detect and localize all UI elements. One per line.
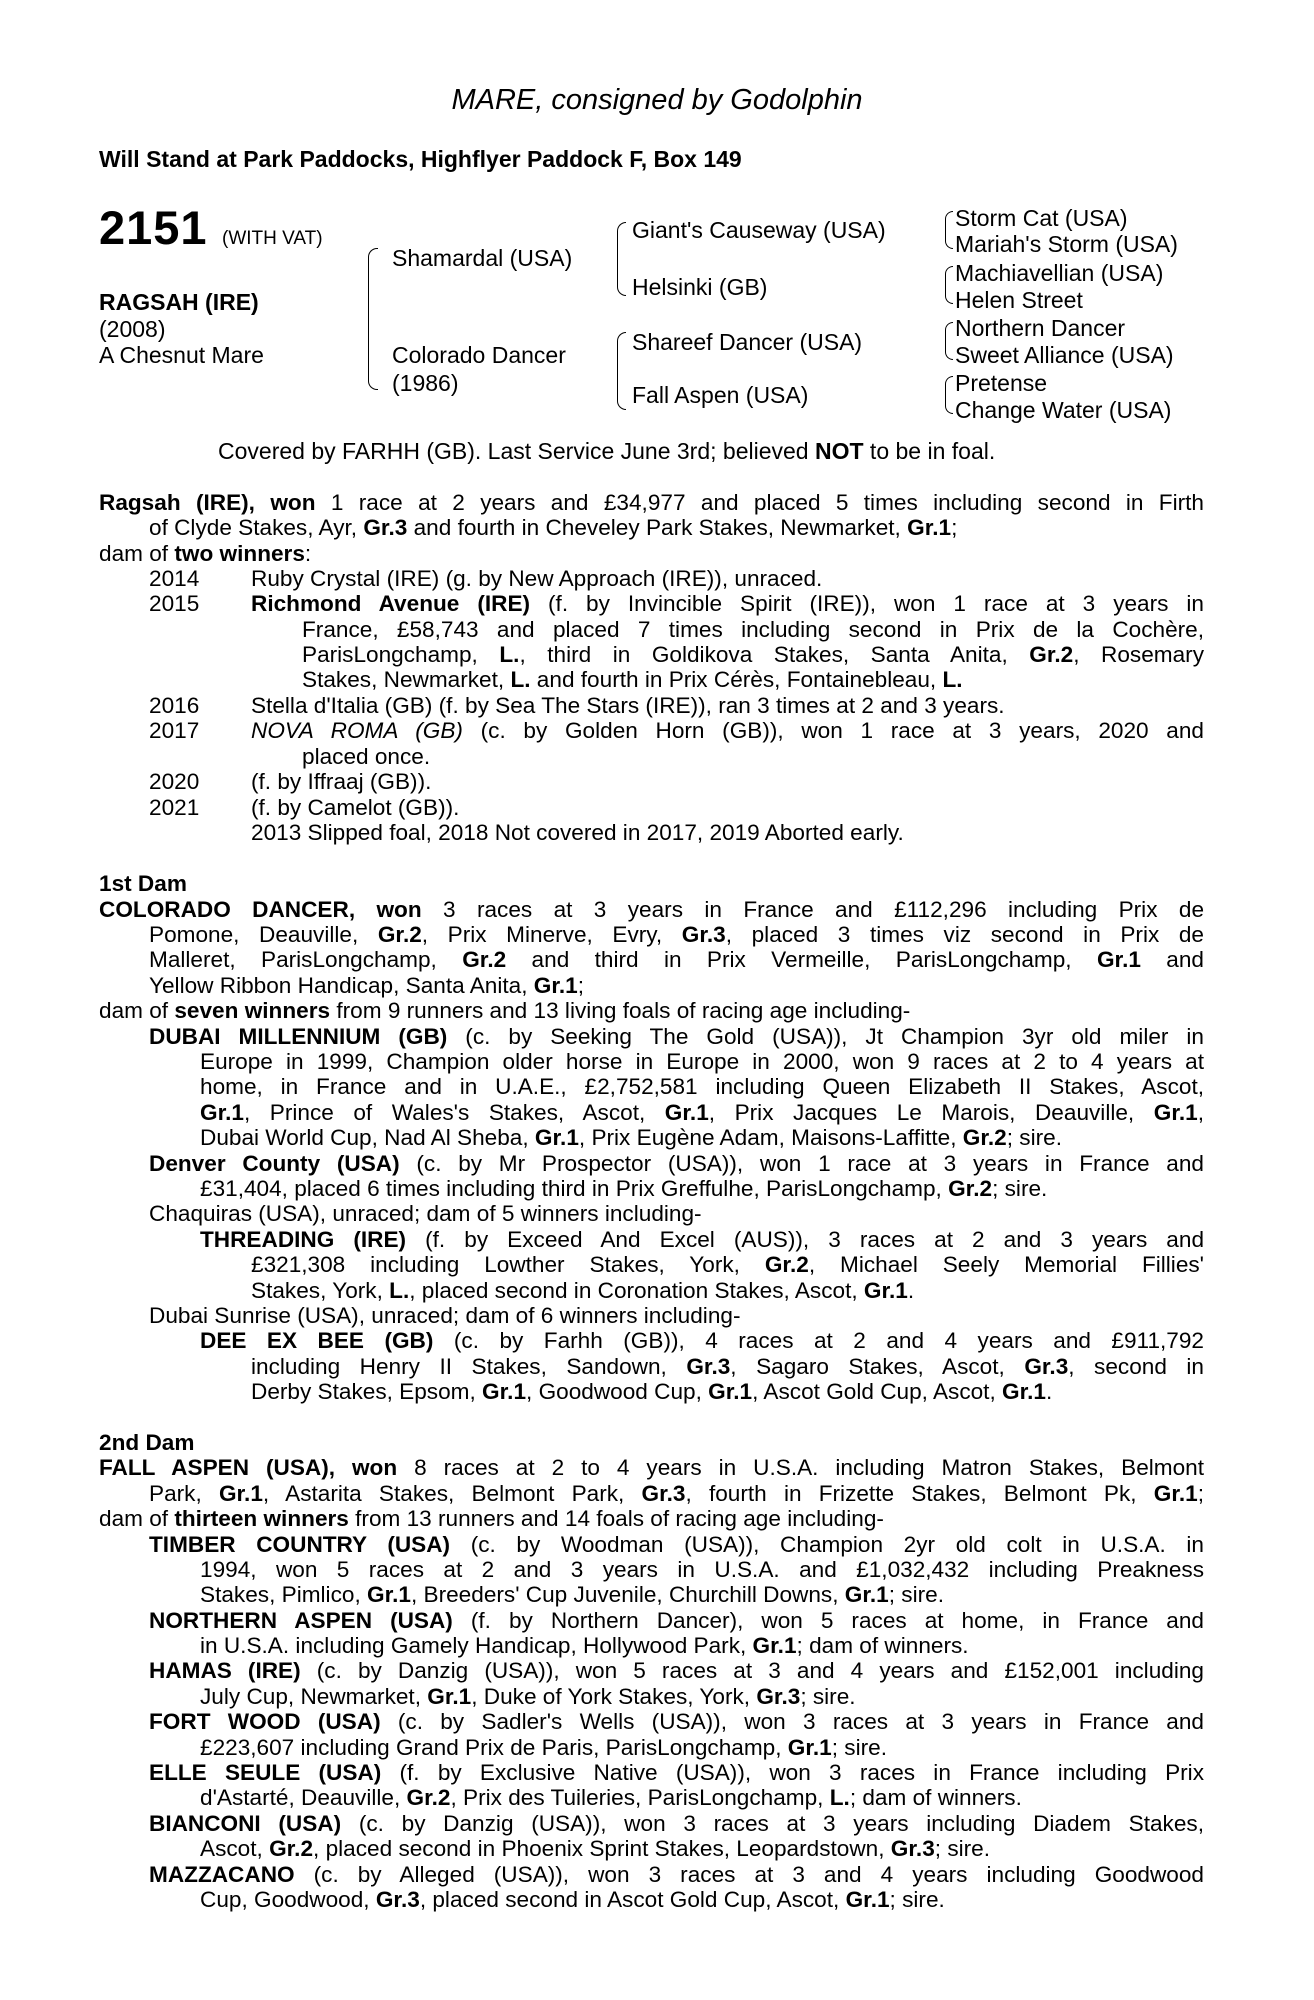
pedigree-gen3-1: Storm Cat (USA) <box>955 205 1128 231</box>
pedigree-gen3-7: Pretense <box>955 370 1048 396</box>
pedigree-gen3-2: Mariah's Storm (USA) <box>955 231 1178 257</box>
produce-entry-cont: Stakes, Newmarket, L. and fourth in Prix Cérès, Fontainebleau, L. <box>302 667 963 692</box>
dam2-progeny: HAMAS (IRE) (c. by Danzig (USA)), won 5 races at 3 and 4 years and £152,001 including <box>149 1658 1204 1683</box>
dam2-line: FALL ASPEN (USA), won 8 races at 2 to 4 years in U.S.A. including Matron Stakes, Belmont <box>99 1455 1205 1480</box>
dam1-progeny-cont: home, in France and in U.A.E., £2,752,581 including Queen Elizabeth II Stakes, Ascot, <box>200 1074 1204 1099</box>
foaling-year: (2008) <box>99 316 166 342</box>
pedigree-brace-dam <box>617 332 626 410</box>
pedigree-sire: Shamardal (USA) <box>392 245 573 271</box>
pedigree-dam-year: (1986) <box>392 370 459 396</box>
ragsah-dam-of: dam of two winners: <box>99 541 312 566</box>
dam1-line: Malleret, ParisLongchamp, Gr.2 and third in Prix Vermeille, ParisLongchamp, Gr.1 and <box>149 947 1204 972</box>
produce-entry: Stella d'Italia (GB) (f. by Sea The Stars (IRE)), ran 3 times at 2 and 3 years. <box>251 693 1005 718</box>
dam1-grand-progeny: DEE EX BEE (GB) (c. by Farhh (GB)), 4 races at 2 and 4 years and £911,792 <box>200 1328 1204 1353</box>
dam1-progeny-cont: Europe in 1999, Champion older horse in Europe in 2000, won 9 races at 2 to 4 years at <box>200 1049 1204 1074</box>
dam2-progeny: TIMBER COUNTRY (USA) (c. by Woodman (USA)), Champion 2yr old colt in U.S.A. in <box>149 1532 1204 1557</box>
produce-entry: (f. by Camelot (GB)). <box>251 795 460 820</box>
dam1-progeny: Chaquiras (USA), unraced; dam of 5 winners including- <box>149 1201 702 1226</box>
dam2-progeny-cont: Cup, Goodwood, Gr.3, placed second in Ascot Gold Cup, Ascot, Gr.1; sire. <box>200 1887 945 1912</box>
produce-year: 2020 <box>149 769 200 794</box>
pedigree-dam: Colorado Dancer <box>392 342 566 368</box>
dam2-line: dam of thirteen winners from 13 runners and 14 foals of racing age including- <box>99 1506 884 1531</box>
pedigree-sire-dam: Helsinki (GB) <box>632 274 768 300</box>
stand-location: Will Stand at Park Paddocks, Highflyer Paddock F, Box 149 <box>99 146 742 172</box>
horse-name: RAGSAH (IRE) <box>99 289 259 315</box>
dam1-line: dam of seven winners from 9 runners and 13 living foals of racing age including- <box>99 998 911 1023</box>
dam2-progeny: NORTHERN ASPEN (USA) (f. by Northern Dancer), won 5 races at home, in France and <box>149 1608 1205 1633</box>
produce-year: 2021 <box>149 795 200 820</box>
dam1-line: Pomone, Deauville, Gr.2, Prix Minerve, Evry, Gr.3, placed 3 times viz second in Prix de <box>149 922 1204 947</box>
produce-entry: (f. by Iffraaj (GB)). <box>251 769 432 794</box>
ragsah-record-line1: Ragsah (IRE), won 1 race at 2 years and £34,977 and placed 5 times including second in Firth <box>99 490 1204 515</box>
dam2-progeny-cont: July Cup, Newmarket, Gr.1, Duke of York Stakes, York, Gr.3; sire. <box>200 1684 856 1709</box>
dam1-line: Yellow Ribbon Handicap, Santa Anita, Gr.1; <box>149 973 585 998</box>
dam2-progeny-cont: 1994, won 5 races at 2 and 3 years in U.S.A. and £1,032,432 including Preakness <box>200 1557 1204 1582</box>
dam2-progeny-cont: Stakes, Pimlico, Gr.1, Breeders' Cup Juvenile, Churchill Downs, Gr.1; sire. <box>200 1582 944 1607</box>
pedigree-gen3-3: Machiavellian (USA) <box>955 260 1164 286</box>
dam1-grand-progeny-cont: £321,308 including Lowther Stakes, York, Gr.2, Michael Seely Memorial Fillies' <box>251 1252 1204 1277</box>
dam1-grand-progeny-cont: Derby Stakes, Epsom, Gr.1, Goodwood Cup, Gr.1, Ascot Gold Cup, Ascot, Gr.1. <box>251 1379 1053 1404</box>
produce-year: 2017 <box>149 718 200 743</box>
pedigree-brace-sire <box>617 222 626 296</box>
pedigree-brace-g34 <box>945 266 953 304</box>
produce-year: 2016 <box>149 693 200 718</box>
dam1-grand-progeny: THREADING (IRE) (f. by Exceed And Excel (AUS)), 3 races at 2 and 3 years and <box>200 1227 1205 1252</box>
pedigree-dam-dam: Fall Aspen (USA) <box>632 382 809 408</box>
produce-entry: Ruby Crystal (IRE) (g. by New Approach (IRE)), unraced. <box>251 566 823 591</box>
produce-entry-cont: ParisLongchamp, L., third in Goldikova Stakes, Santa Anita, Gr.2, Rosemary <box>302 642 1204 667</box>
vat-label: (WITH VAT) <box>222 228 323 249</box>
dam2-progeny-cont: £223,607 including Grand Prix de Paris, ParisLongchamp, Gr.1; sire. <box>200 1735 887 1760</box>
produce-year: 2014 <box>149 566 200 591</box>
produce-entry: NOVA ROMA (GB) (c. by Golden Horn (GB)), won 1 race at 3 years, 2020 and <box>251 718 1204 743</box>
produce-note: 2013 Slipped foal, 2018 Not covered in 2017, 2019 Aborted early. <box>251 820 904 845</box>
lot-number: 2151 <box>99 201 208 254</box>
pedigree-brace-g56 <box>945 322 953 360</box>
pedigree-sire-sire: Giant's Causeway (USA) <box>632 217 886 243</box>
dam1-progeny-cont: £31,404, placed 6 times including third in Prix Greffulhe, ParisLongchamp, Gr.2; sire. <box>200 1176 1048 1201</box>
dam2-progeny: ELLE SEULE (USA) (f. by Exclusive Native (USA)), won 3 races in France including Prix <box>149 1760 1204 1785</box>
page-title: MARE, consigned by Godolphin <box>451 84 863 116</box>
pedigree-gen3-8: Change Water (USA) <box>955 397 1172 423</box>
dam2-progeny-cont: in U.S.A. including Gamely Handicap, Hollywood Park, Gr.1; dam of winners. <box>200 1633 969 1658</box>
dam1-progeny: Dubai Sunrise (USA), unraced; dam of 6 winners including- <box>149 1303 741 1328</box>
dam2-line: Park, Gr.1, Astarita Stakes, Belmont Park, Gr.3, fourth in Frizette Stakes, Belmont Pk, Gr.1; <box>149 1481 1204 1506</box>
pedigree-dam-sire: Shareef Dancer (USA) <box>632 329 863 355</box>
dam2-progeny-cont: d'Astarté, Deauville, Gr.2, Prix des Tuileries, ParisLongchamp, L.; dam of winners. <box>200 1785 1022 1810</box>
dam2-progeny: MAZZACANO (c. by Alleged (USA)), won 3 races at 3 and 4 years including Goodwood <box>149 1862 1204 1887</box>
pedigree-gen3-4: Helen Street <box>955 287 1083 313</box>
pedigree-brace-main <box>368 248 378 390</box>
horse-description: A Chesnut Mare <box>99 342 264 368</box>
section-heading-1st-dam: 1st Dam <box>99 871 187 896</box>
produce-entry-cont: France, £58,743 and placed 7 times including second in Prix de la Cochère, <box>302 617 1204 642</box>
produce-year: 2015 <box>149 591 200 616</box>
dam1-grand-progeny-cont: Stakes, York, L., placed second in Coronation Stakes, Ascot, Gr.1. <box>251 1278 915 1303</box>
dam1-progeny-cont: Dubai World Cup, Nad Al Sheba, Gr.1, Prix Eugène Adam, Maisons-Laffitte, Gr.2; sire. <box>200 1125 1062 1150</box>
pedigree-gen3-5: Northern Dancer <box>955 315 1126 341</box>
dam2-progeny-cont: Ascot, Gr.2, placed second in Phoenix Sprint Stakes, Leopardstown, Gr.3; sire. <box>200 1836 991 1861</box>
ragsah-record-line2: of Clyde Stakes, Ayr, Gr.3 and fourth in Cheveley Park Stakes, Newmarket, Gr.1; <box>149 515 958 540</box>
dam1-line: COLORADO DANCER, won 3 races at 3 years in France and £112,296 including Prix de <box>99 897 1205 922</box>
section-heading-2nd-dam: 2nd Dam <box>99 1430 195 1455</box>
pedigree-gen3-6: Sweet Alliance (USA) <box>955 342 1174 368</box>
dam1-progeny-cont: Gr.1, Prince of Wales's Stakes, Ascot, Gr.1, Prix Jacques Le Marois, Deauville, Gr.1, <box>200 1100 1204 1125</box>
dam1-progeny: Denver County (USA) (c. by Mr Prospector (USA)), won 1 race at 3 years in France and <box>149 1151 1204 1176</box>
covering-note: Covered by FARHH (GB). Last Service June 3rd; believed NOT to be in foal. <box>218 438 996 464</box>
dam1-grand-progeny-cont: including Henry II Stakes, Sandown, Gr.3, Sagaro Stakes, Ascot, Gr.3, second in <box>251 1354 1204 1379</box>
pedigree-brace-g12 <box>945 211 953 249</box>
produce-entry-cont: placed once. <box>302 744 431 769</box>
dam1-progeny: DUBAI MILLENNIUM (GB) (c. by Seeking The Gold (USA)), Jt Champion 3yr old miler in <box>149 1024 1205 1049</box>
dam2-progeny: BIANCONI (USA) (c. by Danzig (USA)), won 3 races at 3 years including Diadem Stakes, <box>149 1811 1204 1836</box>
pedigree-brace-g78 <box>945 376 953 414</box>
produce-entry: Richmond Avenue (IRE) (f. by Invincible Spirit (IRE)), won 1 race at 3 years in <box>251 591 1204 616</box>
dam2-progeny: FORT WOOD (USA) (c. by Sadler's Wells (USA)), won 3 races at 3 years in France and <box>149 1709 1204 1734</box>
